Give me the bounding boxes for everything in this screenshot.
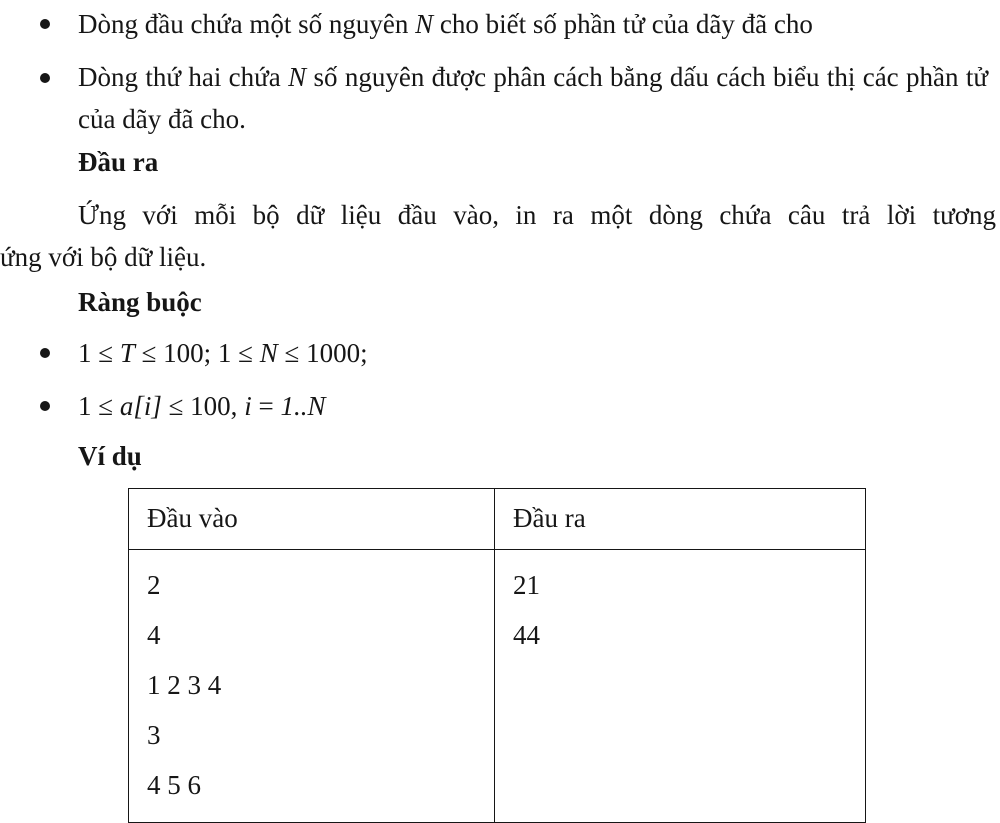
input-line: 4	[147, 620, 161, 650]
input-line: 2	[147, 570, 161, 600]
output-description-line-1: Ứng với mỗi bộ dữ liệu đầu vào, in ra một dòng chứa câu trả lời tương	[78, 200, 996, 230]
input-line: 1 2 3 4	[147, 670, 222, 700]
output-heading: Đầu ra	[78, 147, 159, 177]
input-line: 3	[147, 720, 161, 750]
bullet-dot	[40, 73, 50, 83]
output-cell	[495, 550, 866, 823]
table-header-row	[129, 489, 866, 550]
constraints-heading: Ràng buộc	[78, 287, 202, 317]
bullet-dot	[40, 401, 50, 411]
bullet-dot	[40, 348, 50, 358]
constraint-text: 1 ≤ T ≤ 100; 1 ≤ N ≤ 1000;	[78, 338, 368, 368]
output-line: 44	[513, 620, 540, 650]
output-description-line-2: ứng với bộ dữ liệu.	[0, 242, 207, 272]
output-description	[0, 194, 996, 278]
bullet-text: Dòng thứ hai chứa N số nguyên được phân cách bằng dấu cách biểu thị các phần tử của dãy đã cho.	[78, 62, 988, 134]
input-line: 4 5 6	[147, 770, 201, 800]
input-column-header: Đầu vào	[129, 489, 495, 550]
example-heading: Ví dụ	[78, 441, 142, 471]
table-row	[129, 550, 866, 823]
bullet-dot	[40, 19, 50, 29]
input-cell	[129, 550, 495, 823]
output-line: 21	[513, 570, 540, 600]
constraint-text: 1 ≤ a[i] ≤ 100, i = 1..N	[78, 391, 326, 421]
input-bullet-2	[40, 56, 988, 140]
example-table	[128, 488, 866, 823]
output-column-header: Đầu ra	[495, 489, 866, 550]
constraint-bullet-1	[40, 337, 995, 371]
bullet-text: Dòng đầu chứa một số nguyên N cho biết số phần tử của dãy đã cho	[78, 9, 813, 39]
input-bullet-1	[40, 8, 995, 42]
constraint-bullet-2	[40, 390, 995, 424]
